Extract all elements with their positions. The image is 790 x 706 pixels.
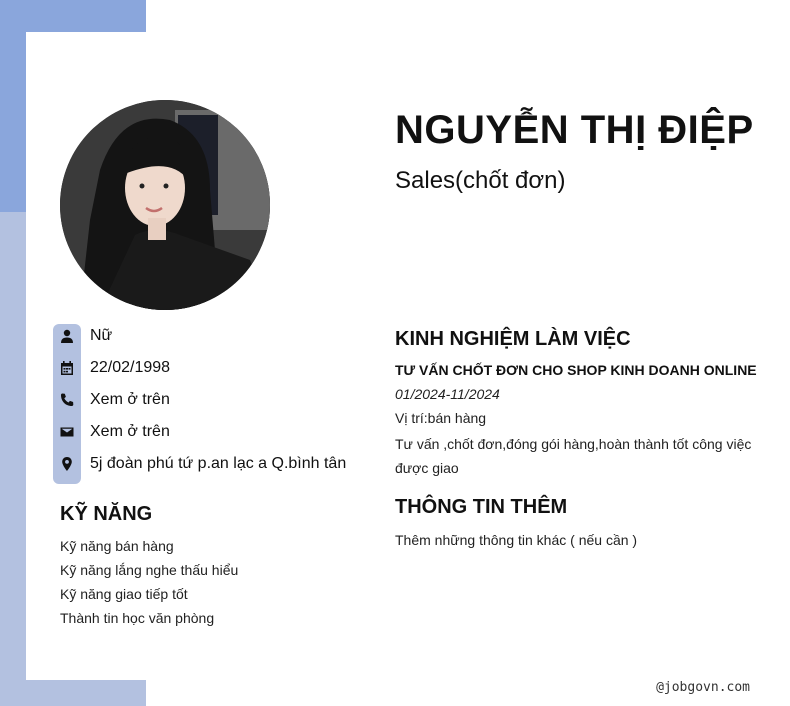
skill-item: Kỹ năng giao tiếp tốt bbox=[60, 586, 188, 602]
skill-item: Kỹ năng bán hàng bbox=[60, 538, 174, 554]
job-title: TƯ VẤN CHỐT ĐƠN CHO SHOP KINH DOANH ONLINE bbox=[395, 362, 757, 378]
mail-icon bbox=[53, 424, 81, 440]
contact-phone bbox=[53, 384, 170, 416]
candidate-role: Sales(chốt đơn) bbox=[395, 167, 566, 194]
skills-heading: KỸ NĂNG bbox=[60, 503, 153, 525]
person-icon bbox=[53, 328, 81, 344]
contact-email bbox=[53, 416, 170, 448]
location-pin-icon bbox=[53, 456, 81, 472]
footer-watermark: @jobgovn.com bbox=[656, 680, 750, 695]
contact-text: Xem ở trên bbox=[90, 391, 170, 408]
additional-info-text: Thêm những thông tin khác ( nếu cần ) bbox=[395, 532, 638, 548]
contact-text: 22/02/1998 bbox=[90, 359, 171, 376]
contact-address bbox=[53, 448, 346, 480]
candidate-name: NGUYỄN THỊ ĐIỆP bbox=[395, 108, 754, 152]
skill-item: Kỹ năng lắng nghe thấu hiểu bbox=[60, 562, 239, 578]
job-description: Tư vấn ,chốt đơn,đóng gói hàng,hoàn thành tốt công việc được giao bbox=[395, 436, 752, 476]
skill-item: Thành tin học văn phòng bbox=[60, 610, 215, 626]
contact-text: Xem ở trên bbox=[90, 423, 170, 440]
calendar-icon bbox=[53, 360, 81, 376]
job-position: Vị trí:bán hàng bbox=[395, 410, 487, 426]
job-date: 01/2024-11/2024 bbox=[395, 386, 500, 402]
contact-gender bbox=[53, 320, 112, 352]
contact-text: Nữ bbox=[90, 327, 113, 344]
additional-info-heading: THÔNG TIN THÊM bbox=[395, 496, 568, 518]
experience-heading: KINH NGHIỆM LÀM VIỆC bbox=[395, 328, 631, 350]
profile-photo bbox=[60, 100, 270, 310]
contact-birthdate bbox=[53, 352, 170, 384]
contact-text: 5j đoàn phú tứ p.an lạc a Q.bình tân bbox=[90, 455, 347, 472]
phone-icon bbox=[53, 392, 81, 408]
